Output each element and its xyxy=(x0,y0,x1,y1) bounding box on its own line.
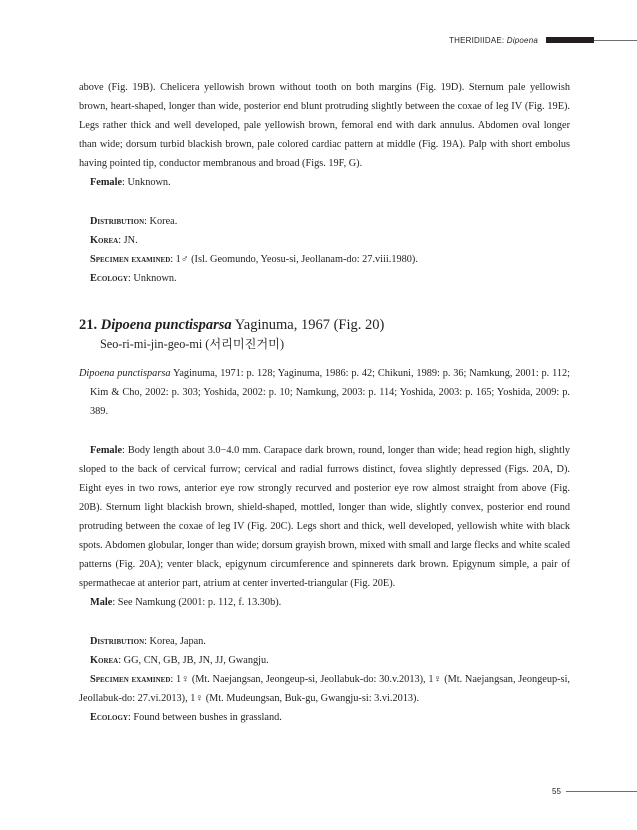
specimen-text: : 1♀ (Mt. Naejangsan, Jeongeup-si, Jeollabuk-do: 30.v.2013), 1♀ (Mt. Naejangsan, Jeongeup-si, Jeollabuk-do: 27.vi.2013), 1♀ (Mt. Mudeungsan, Buk-gu, Gwangju-si: 3.vi.2013). xyxy=(79,674,571,704)
korea xyxy=(79,651,570,670)
running-head-text xyxy=(449,36,538,45)
male-label: Male xyxy=(90,597,113,608)
running-head xyxy=(449,34,637,46)
distribution-label: Distribution xyxy=(90,636,145,647)
distribution xyxy=(79,632,570,651)
prev-female-label: Female xyxy=(90,177,123,188)
synonymy-name: Dipoena punctisparsa xyxy=(79,368,171,379)
female-description xyxy=(79,441,570,593)
prev-female xyxy=(79,173,570,192)
distribution-text: : Korea, Japan. xyxy=(144,636,206,647)
footer-rule xyxy=(566,791,637,792)
prev-korea-label: Korea xyxy=(90,235,119,246)
prev-ecology-text: : Unknown. xyxy=(127,273,177,284)
korea-text: : GG, CN, GB, JB, JN, JJ, Gwangju. xyxy=(118,655,269,666)
species-heading xyxy=(79,315,570,335)
species-name: Dipoena punctisparsa xyxy=(100,317,232,333)
prev-description: above (Fig. 19B). Chelicera yellowish brown without tooth on both margins (Fig. 19D). Sternum pale yellowish brown, heart-shaped, longer than wide, posterior end blunt protruding slightly between the coxae of leg IV (Fig. 19E). Legs rather thick and well developed, pale yellowish brown, femoral end with dark annulus. Abdomen oval longer than wide; dorsum turbid blackish brown, pale colored cardiac pattern at middle (Fig. 19A). Palp with short embolus having pointed tip, conductor membranous and broad (Figs. 19F, G). xyxy=(79,82,570,169)
prev-female-text: : Unknown. xyxy=(122,177,171,188)
ecology-text: : Found between bushes in grassland. xyxy=(127,712,282,723)
male-text: : See Namkung (2001: p. 112, f. 13.30b). xyxy=(112,597,282,608)
page-footer xyxy=(552,787,637,796)
male-description xyxy=(79,593,570,612)
running-head-genus: Dipoena xyxy=(506,35,538,45)
prev-korea-text: : JN. xyxy=(118,235,138,246)
prev-ecology-label: Ecology xyxy=(90,273,128,284)
running-head-family: THERIDIIDAE: xyxy=(449,35,505,45)
prev-specimen-text: : 1♂ (Isl. Geomundo, Yeosu-si, Jeollanam-do: 27.viii.1980). xyxy=(170,254,418,265)
page-content xyxy=(79,78,570,727)
ecology-label: Ecology xyxy=(90,712,128,723)
prev-distribution-text: : Korea. xyxy=(144,216,178,227)
prev-distribution-label: Distribution xyxy=(90,216,145,227)
synonymy xyxy=(79,364,570,421)
prev-korea xyxy=(79,231,570,250)
ecology xyxy=(79,708,570,727)
prev-distribution xyxy=(79,212,570,231)
species-number: 21. xyxy=(79,317,98,333)
korea-label: Korea xyxy=(90,655,119,666)
prev-specimen-label: Specimen examined xyxy=(90,254,171,265)
running-head-rule xyxy=(594,40,637,41)
running-head-bar xyxy=(546,37,594,43)
specimen-examined xyxy=(79,670,570,708)
prev-specimen xyxy=(79,250,570,269)
species-author: Yaginuma, 1967 (Fig. 20) xyxy=(231,317,385,333)
page-number: 55 xyxy=(552,787,561,796)
specimen-label: Specimen examined xyxy=(90,674,171,685)
species-korean-name: Seo-ri-mi-jin-geo-mi (서리미진거미) xyxy=(100,337,285,351)
female-text: : Body length about 3.0−4.0 mm. Carapace dark brown, round, longer than wide; head region high, slightly sloped to the back of cervical furrow; cervical and radial furrows distinct, fovea slightly depressed (Figs. 20A, D). Eight eyes in two rows, anterior eye row strongly recurved and posterior eye row almost straight from above (Fig. 20B). Sternum light blackish brown, shield-shaped, mottled, longer than wide, slightly convex, posterior end round protruding between the coxae of leg IV (Fig. 20C). Legs short and thick, well developed, yellowish white with black spots. Abdomen globular, longer than wide; dorsum grayish brown, mixed with small and large flecks and white scaled patterns (Fig. 20A); venter black, epigynum circumference and spinnerets dark brown. Epigynum simple, a pair of spermathecae at anterior part, atrium at center inverted-triangular (Fig. 20E). xyxy=(79,445,570,589)
female-label: Female xyxy=(90,445,123,456)
synonymy-text: Yaginuma, 1971: p. 128; Yaginuma, 1986: p. 42; Chikuni, 1989: p. 36; Namkung, 2001: p. 112; Kim & Cho, 2002: p. 303; Yoshida, 2002: p. 10; Namkung, 2003: p. 114; Yoshida, 2003: p. 165; Yoshida, 2009: p. 389. xyxy=(90,368,570,417)
prev-ecology xyxy=(79,269,570,288)
